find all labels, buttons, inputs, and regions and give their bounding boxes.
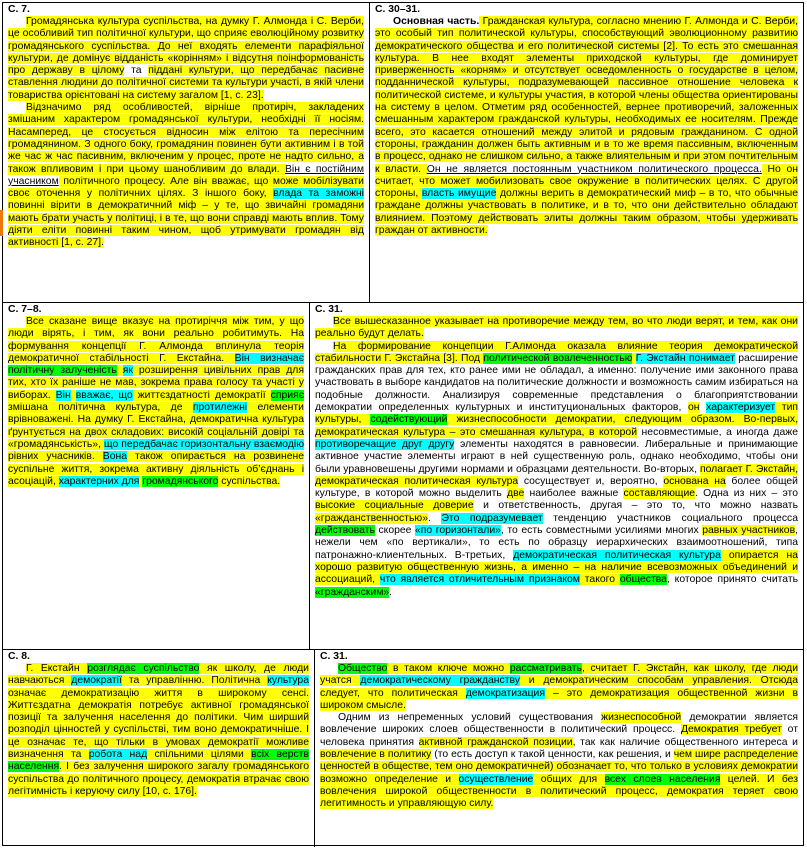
highlight-green: политической вовлеченностью <box>483 352 633 364</box>
highlight-yellow: опирается на хорошо развитую общественную жизнь, а именно – на наличие всевозможных объединений и ассоциаций, <box>315 549 798 586</box>
plain-text: и ответственность, другая – это то, что можно назвать <box>473 500 798 512</box>
highlight-yellow: повинні вірити в демократичний міф – у те, що звичайні громадяни мають брати участь у політиці, і в те, що вони справді мають вплив. Тому діяти еліти повинні таким чином, щоб утримувати громадян від активності [1, с. 27]. <box>8 200 364 249</box>
highlight-yellow <box>597 774 604 785</box>
highlight-green: Общество <box>338 663 388 674</box>
plain-text: от человека принятия <box>320 724 798 748</box>
highlight-cyan: як <box>122 365 133 377</box>
paragraph <box>8 16 364 102</box>
plain-text: тенденцию участников социального процесса <box>542 512 798 524</box>
highlight-yellow: як школу, де люди навчаються <box>8 663 309 687</box>
highlight-cyan: что является отличительным признаком <box>379 574 580 586</box>
highlight-yellow: Відзначимо ряд особливостей, вірніше протиріч, закладених змішаним характером громадянської культури, необхідні її носіям. Насамперед, це стосується відносин між елітою та пересічним громадянином. З одного боку, громадянин повинен бути активним і в той же час ж час пасивним, включеним у процес, проте не надто сильно, а також впливовим і при цьому шанобливим до влади. <box>8 102 364 175</box>
highlight-yellow: должны верить в демократический миф – в то, что обычные граждане должны участвовать в политике, и в то, что они действительно обладают влиянием. Поэтому действовать элиты должны таким образом, чтобы удерживать граждан от активности. <box>375 188 798 237</box>
highlight-yellow: спільними цілями <box>147 749 252 761</box>
highlight-yellow: полагает Г. Экстайн, демократическая политическая культура <box>315 463 798 487</box>
paragraph <box>8 316 304 488</box>
highlight-cyan: Это подразумевает <box>441 512 543 524</box>
plain-text: более общей культуре, в которой можно выделить <box>315 475 798 500</box>
highlight-yellow: рівних учасників. <box>8 451 103 463</box>
highlight-yellow: означає демократизацію життя в широкому сенсі. Життєздатна демократія потребує активної громадянської позиції та залучення населення до політики. Чим ширший розподіл цінностей у суспільстві, тим воно демократичніше. І це означає те, що тільки в умовах демократії можливе визначення та <box>8 687 309 761</box>
highlight-cyan: вважає, що <box>75 389 133 401</box>
highlight-cyan: протилежні <box>192 402 248 414</box>
cell-heading: С. 30–31. <box>375 4 421 15</box>
bold-text: Основная часть. <box>393 16 480 27</box>
comparison-table <box>2 2 804 846</box>
highlight-cyan: Вона <box>102 451 128 463</box>
plain-text: , которое принято считать <box>666 574 798 586</box>
highlight-yellow: . І без залучення широкого загалу громадянського суспільства до політичного процесу, демократія втрачає свою легітимність і керуючу силу [10, с. 176]. <box>8 761 309 797</box>
highlight-cyan: характеризует <box>706 402 776 414</box>
highlight-green: всех слоев населения <box>604 773 721 785</box>
highlight-yellow: общих <box>533 773 580 785</box>
plain-text: сосуществует и, вероятно, <box>518 475 664 487</box>
plain-text: , так как наличие общественного интереса и <box>572 736 798 748</box>
highlight-yellow: Демократия требует <box>680 724 782 736</box>
plain-text: . <box>428 512 442 524</box>
highlight-yellow: та управлінню. Політична <box>121 675 268 687</box>
plain-text: (то есть доступ к такой ценности, как решения, и <box>431 749 674 761</box>
highlight-yellow: такого <box>579 574 620 586</box>
highlight-yellow: основана на <box>663 475 726 487</box>
highlight-green: розглядає суспільство <box>87 663 200 674</box>
highlight-yellow: он <box>687 402 700 414</box>
cell-heading: С. 31. <box>320 651 348 662</box>
highlight-yellow: змішана політична культура, де <box>8 402 193 414</box>
plain-text: . Одна из них – это <box>695 488 798 500</box>
highlight-yellow: в таком ключе можно <box>387 663 510 674</box>
highlight-yellow: , считает Г. Экстайн, как школу, где люди учатся <box>320 663 798 687</box>
cell-russian-p30-31 <box>370 3 803 302</box>
paragraph <box>8 102 364 250</box>
cell-heading: С. 7. <box>8 4 30 15</box>
highlight-cyan: Г. Экстайн понимает <box>635 352 735 364</box>
cell-ukrainian-p7-8 <box>3 303 309 649</box>
underlined-text: Він є постійним учасником <box>8 163 364 187</box>
highlight-yellow: Г. Екстайн <box>26 663 88 674</box>
highlight-cyan: власть имущие <box>421 188 497 200</box>
highlight-cyan: демократическому гражданству <box>360 675 520 687</box>
highlight-yellow: – это демократизация общественной жизни в широком смысле. <box>320 687 798 711</box>
highlight-green: всіх верств населення <box>8 749 309 773</box>
highlight-yellow: «гражданственностью» <box>315 512 428 524</box>
highlight-green: сприяє <box>270 389 304 401</box>
highlight-yellow: Громадянська культура суспільства, на думку Г. Алмонда і С. Верби, це особливий тип політичної культури, що сприяє еволюційному розвитку громадянського суспільства. До неї входять елементи парафіяльної культури, де домінує відданість «корінням» і відсутня поінформованість про державу в цілому <box>8 16 364 77</box>
highlight-green: действовать <box>315 525 375 537</box>
plain-text: , нежели чем «по вертикали», то есть по образцу иерархических взаимоотношений, типа патронажно-клиентельных. В-третьих, <box>315 525 798 561</box>
highlight-cyan: демократії <box>71 675 122 687</box>
highlight-yellow: життєздатності демократії <box>132 389 271 401</box>
highlight-yellow: ) обозначает то, что только в условиях демократии возможно определение и <box>320 761 798 785</box>
highlight-green: содействующий <box>370 414 448 426</box>
plain-text: Одним из непременных условий существования <box>338 712 602 724</box>
paragraph <box>375 16 798 237</box>
highlight-cyan: противоречащие друг другу <box>315 438 455 450</box>
highlight-cyan: характерних для <box>58 475 140 487</box>
paragraph <box>8 663 309 798</box>
plain-text: . <box>389 586 393 598</box>
highlight-yellow: політичного процесу. Але він вважає, що може мобілізувати своє оточення у політичних цілях. З іншого боку, <box>8 175 364 200</box>
highlight-cyan: «по горизонтали» <box>415 525 501 537</box>
highlight-cyan: Він <box>55 389 71 401</box>
highlight-yellow: розширення цивільних прав для тих, хто їх раніше не мав, зокрема права голосу та участі у виборах. <box>8 365 304 401</box>
plain-text: скорее <box>374 525 416 537</box>
margin-marker <box>0 210 3 236</box>
paragraph <box>315 316 798 341</box>
highlight-green: рассматривать <box>509 663 582 674</box>
cell-russian-p31-b <box>315 650 803 847</box>
highlight-yellow: вовлечение в политику <box>320 749 432 761</box>
highlight-cyan: демократическая политическая культура <box>513 549 721 561</box>
highlight-yellow: жизнеспособной <box>601 712 682 724</box>
highlight-yellow: для <box>579 773 598 785</box>
highlight-yellow: суспільства. <box>218 475 281 487</box>
paragraph <box>320 663 798 712</box>
highlight-yellow: высокие социальные доверие <box>315 500 474 512</box>
highlight-yellow: елементи врівноважені. На думку Г. Екстайна, демократична культура ґрунтується на двох складових: високій соціальній довірі та «громадянськість», <box>8 402 304 450</box>
highlight-yellow: смешанная культура, в которой <box>480 426 638 438</box>
highlight-green: політичну залученість <box>8 365 117 377</box>
cell-heading: С. 7–8. <box>8 304 42 315</box>
highlight-yellow: На формирование концепции Г.Алмонда оказала влияние теория демократической стабильности Г. Экстайна [3]. Под <box>315 340 798 364</box>
highlight-cyan: робота над <box>88 749 148 761</box>
highlight-green: общества <box>619 574 667 586</box>
underlined-text: Он не является постоянным участником политического процесса. <box>426 163 762 175</box>
highlight-yellow <box>117 365 123 376</box>
highlight-yellow: тип культуры, <box>315 402 799 426</box>
highlight-yellow: Все вышесказанное указывает на противоречие между тем, во что люди верят, и тем, как они реально будут делать. <box>315 316 798 340</box>
plain-text: та <box>124 65 149 77</box>
highlight-yellow: Все сказане вище вказує на протиріччя між тим, у що люди вірять, і тим, як вони реально робитимуть. На формування концепції Г. Алмонда вплинула теорія демократичної стабільності Г. Екстайна. <box>8 316 304 364</box>
highlight-yellow: и демократическим способам управления. Отсюда следует, что политическая <box>320 675 798 699</box>
highlight-cyan: влада та заможні <box>273 188 364 200</box>
plain-text: несовместимые, а иногда даже <box>637 426 799 438</box>
paragraph <box>320 712 798 810</box>
highlight-green: «гражданским» <box>315 586 390 598</box>
highlight-yellow: піддані культури, що передбачає пасивне ставлення людини до політичної системи та культури участі, в якій члени товариства орієнтовані на систему загалом [1, с. 23]. <box>8 65 364 101</box>
highlight-yellow: також опирається на розвинене суспільне життя, зокрема активну діяльність об’єднань і асоціацій, <box>8 451 304 487</box>
plain-text: наиболее важные <box>524 488 624 500</box>
highlight-yellow: целей. И без вовлечения широкой общественности в политический процесс, демократия теряет свою легитимность и управляющую силу. <box>320 773 798 810</box>
cell-ukrainian-p7 <box>3 3 369 302</box>
highlight-cyan: Він визначає <box>234 352 304 364</box>
highlight-yellow: жизнеспособности демократии, следующим образом. Во-первых, демократическая культура – это <box>315 414 798 438</box>
highlight-cyan: культура <box>267 675 309 687</box>
highlight-yellow: Гражданская культура, согласно мнению Г. Алмонда и С. Верби, это особый тип политической культуры, способствующий эволюционному развитию демократического общества и его политической системы [2]. То есть это смешанная культура. В нее входят элементы приходской культуры, где доминирует приверженность «корням» и отсутствует осведомленность о государстве в целом, подданнической культуры, подразумевающей пассивное отношение человека к политической системе, и культуры участия, в которой члены общества ориентированы на систему в целом. Отметим ряд особенностей, вернее противоречий, заложенных смешанным характером гражданской культуры, необходимых ее носителям. Прежде всего, это касается отношений между элитой и рядовым гражданином. С одной стороны, гражданин должен быть активным и в то же время пассивным, включенным в процесс, однако не слишком сильно, а также влиятельным и при этом почтительным к власти. <box>375 16 798 175</box>
cell-heading: С. 8. <box>8 651 30 662</box>
highlight-yellow: составляющие <box>623 488 696 500</box>
highlight-cyan: що передбачає горизонтальну взаємодію <box>104 438 304 450</box>
plain-text: элементы находятся в равновесии. Либеральные и принимающие активное участие элементы играют в ней существенную роль, однако необходимо, чтобы они были уравновешены другими нормами и образцами деятельности. Во-вторых, <box>315 438 798 475</box>
plain-text: расширение гражданских прав для тех, кто ранее ими не обладал, а именно: получение ими законного права участвовать в выборе кандидатов на политические должности и возможность самим избираться на подобные должности. Анализируя современные представления о благоприятствовании демократии определенных культурных и институциональных факторов, <box>315 352 798 414</box>
plain-text: демократии является вовлечение широких слоев общественности в политический процесс. <box>320 712 798 736</box>
highlight-yellow: две <box>507 488 525 500</box>
cell-ukrainian-p8 <box>3 650 314 847</box>
plain-text: , то есть совместными усилиями многих <box>500 525 703 537</box>
highlight-cyan: осуществление <box>458 773 534 785</box>
highlight-green: громадянського <box>142 475 219 487</box>
highlight-yellow: активной гражданской позиции <box>418 736 573 748</box>
highlight-yellow: равных участников <box>702 525 796 537</box>
highlight-yellow: Но он считает, что может мобилизовать свое окружение в политических целях. С другой стороны, <box>375 163 799 200</box>
cell-heading: С. 31. <box>315 304 343 315</box>
highlight-yellow: чем шире распределение ценностей в обществе, тем оно демократичней <box>320 749 798 773</box>
highlight-cyan: демократизация <box>465 687 545 699</box>
paragraph <box>315 341 798 599</box>
cell-russian-p31 <box>310 303 803 649</box>
